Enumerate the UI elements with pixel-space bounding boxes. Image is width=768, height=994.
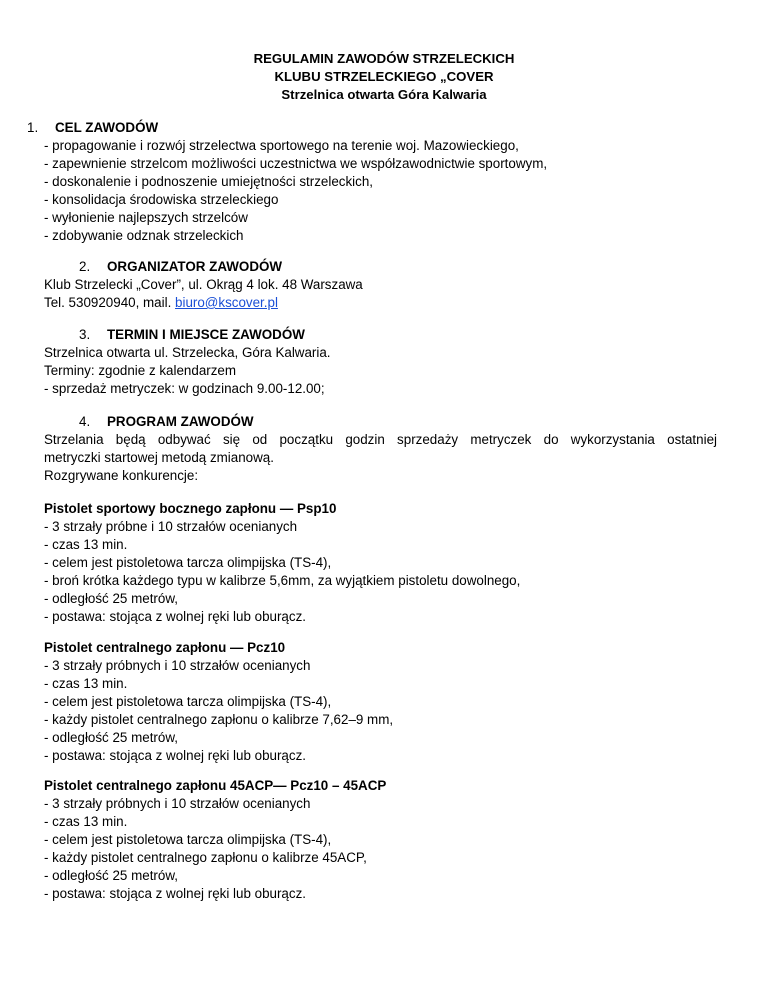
organizer-address: Klub Strzelecki „Cover”, ul. Okrąg 4 lok. 48 Warszawa xyxy=(44,277,363,292)
list-item: - celem jest pistoletowa tarcza olimpijska (TS-4), xyxy=(44,694,332,709)
list-item: - celem jest pistoletowa tarcza olimpijska (TS-4), xyxy=(44,555,332,570)
program-paragraph-line: metryczki startowej metodą zmianową. xyxy=(44,450,274,465)
section-program-heading xyxy=(44,413,717,431)
competition-title: Pistolet sportowy bocznego zapłonu — Psp10 xyxy=(44,501,337,516)
sales-hours-line: - sprzedaż metryczek: w godzinach 9.00-12.00; xyxy=(44,381,325,396)
program-paragraph-line: Strzelania będą odbywać się od początku godzin sprzedaży metryczek do wykorzystania ostatniej xyxy=(44,432,717,447)
email-link[interactable]: biuro@kscover.pl xyxy=(175,295,278,310)
section-number: 4. xyxy=(79,414,91,429)
list-item: - odległość 25 metrów, xyxy=(44,730,178,745)
list-item: - postawa: stojąca z wolnej ręki lub oburącz. xyxy=(44,886,306,901)
list-item: - broń krótka każdego typu w kalibrze 5,6mm, za wyjątkiem pistoletu dowolnego, xyxy=(44,573,521,588)
list-item: - czas 13 min. xyxy=(44,676,128,691)
competition-psp10 xyxy=(44,500,709,626)
header-title: REGULAMIN ZAWODÓW STRZELECKICH xyxy=(253,51,515,66)
list-item: - każdy pistolet centralnego zapłonu o kalibrze 7,62–9 mm, xyxy=(44,712,394,727)
venue-line: Strzelnica otwarta ul. Strzelecka, Góra Kalwaria. xyxy=(44,345,331,360)
list-item: - każdy pistolet centralnego zapłonu o kalibrze 45ACP, xyxy=(44,850,367,865)
list-item: - doskonalenie i podnoszenie umiejętności strzeleckich, xyxy=(44,174,373,189)
section-organizer xyxy=(44,258,709,312)
list-item: - odległość 25 metrów, xyxy=(44,591,178,606)
section-number: 1. xyxy=(27,120,39,135)
list-item: - zapewnienie strzelcom możliwości uczestnictwa we współzawodnictwie sportowym, xyxy=(44,156,548,171)
competition-pcz10 xyxy=(44,639,709,765)
list-item: - postawa: stojąca z wolnej ręki lub oburącz. xyxy=(44,748,306,763)
section-program xyxy=(44,413,717,485)
list-item: - czas 13 min. xyxy=(44,537,128,552)
list-item: - 3 strzały próbnych i 10 strzałów ocenianych xyxy=(44,658,311,673)
competition-pcz10-45acp xyxy=(44,777,709,903)
list-item: - 3 strzały próbnych i 10 strzałów ocenianych xyxy=(44,796,311,811)
section-number: 2. xyxy=(79,259,91,274)
section-date-place xyxy=(44,326,709,398)
section-goal xyxy=(27,119,717,137)
competition-title: Pistolet centralnego zapłonu — Pcz10 xyxy=(44,640,286,655)
section-organizer-heading xyxy=(44,258,709,276)
section-title: TERMIN I MIEJSCE ZAWODÓW xyxy=(107,327,305,342)
document-header xyxy=(0,50,768,104)
dates-line: Terminy: zgodnie z kalendarzem xyxy=(44,363,237,378)
competition-title: Pistolet centralnego zapłonu 45ACP— Pcz10 – 45ACP xyxy=(44,778,387,793)
section-title: CEL ZAWODÓW xyxy=(55,120,159,135)
organizer-contact xyxy=(44,294,709,312)
list-item: - czas 13 min. xyxy=(44,814,128,829)
list-item: - celem jest pistoletowa tarcza olimpijska (TS-4), xyxy=(44,832,332,847)
list-item: - wyłonienie najlepszych strzelców xyxy=(44,210,248,225)
goal-list xyxy=(44,137,709,245)
section-date-place-heading xyxy=(44,326,709,344)
section-goal-heading xyxy=(27,119,717,137)
list-item: - postawa: stojąca z wolnej ręki lub oburącz. xyxy=(44,609,306,624)
list-item: - konsolidacja środowiska strzeleckiego xyxy=(44,192,279,207)
list-item: - zdobywanie odznak strzeleckich xyxy=(44,228,244,243)
section-number: 3. xyxy=(79,327,91,342)
header-venue: Strzelnica otwarta Góra Kalwaria xyxy=(281,87,487,102)
list-item: - odległość 25 metrów, xyxy=(44,868,178,883)
header-club: KLUBU STRZELECKIEGO „COVER xyxy=(274,69,494,84)
list-item: - propagowanie i rozwój strzelectwa sportowego na terenie woj. Mazowieckiego, xyxy=(44,138,519,153)
section-title: PROGRAM ZAWODÓW xyxy=(107,414,254,429)
organizer-phone: Tel. 530920940, mail. xyxy=(44,295,176,310)
section-title: ORGANIZATOR ZAWODÓW xyxy=(107,259,283,274)
competitions-intro: Rozgrywane konkurencje: xyxy=(44,468,199,483)
list-item: - 3 strzały próbne i 10 strzałów ocenianych xyxy=(44,519,298,534)
